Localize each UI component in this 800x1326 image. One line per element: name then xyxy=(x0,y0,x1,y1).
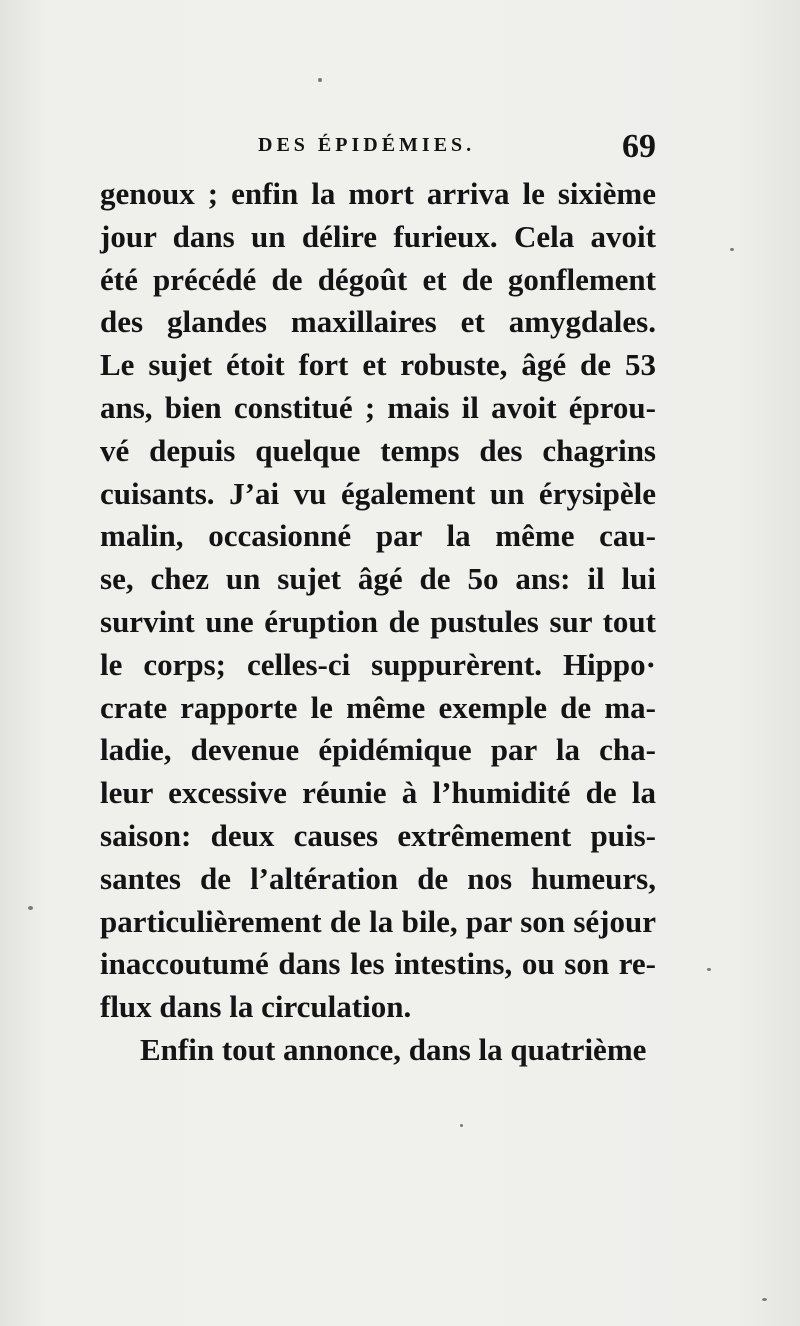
text-line: le corps; celles-ci suppurèrent. Hippo· xyxy=(100,646,656,682)
text-line: des glandes maxillaires et amygdales. xyxy=(100,304,656,340)
paper-speck xyxy=(460,1124,463,1127)
text-line: ans, bien constitué ; mais il avoit éprou- xyxy=(100,389,656,425)
text-line: se, chez un sujet âgé de 5o ans: il lui xyxy=(100,561,656,597)
text-line: particulièrement de la bile, par son séjour xyxy=(100,903,656,939)
text-line: ladie, devenue épidémique par la cha- xyxy=(100,732,656,768)
paper-speck xyxy=(707,968,711,971)
body-text xyxy=(100,173,656,1072)
paper-speck xyxy=(318,78,322,82)
paper-speck xyxy=(28,906,33,910)
text-line: santes de l’altération de nos humeurs, xyxy=(100,860,656,896)
running-head xyxy=(100,128,660,168)
text-line: malin, occasionné par la même cau- xyxy=(100,518,656,554)
running-title: DES ÉPIDÉMIES. xyxy=(258,134,476,156)
text-line: crate rapporte le même exemple de ma- xyxy=(100,689,656,725)
text-line: saison: deux causes extrêmement puis- xyxy=(100,817,656,853)
text-line: été précédé de dégoût et de gonflement xyxy=(100,261,656,297)
paragraph-first-line: Enfin tout annonce, dans la quatrième xyxy=(140,1031,647,1067)
page-number: 69 xyxy=(622,128,656,165)
text-line: leur excessive réunie à l’humidité de la xyxy=(100,775,656,811)
text-line: cuisants. J’ai vu également un érysipèle xyxy=(100,475,656,511)
paper-speck xyxy=(730,248,734,251)
text-line: flux dans la circulation. xyxy=(100,989,412,1025)
text-line: genoux ; enfin la mort arriva le sixième xyxy=(100,176,656,211)
text-line: survint une éruption de pustules sur tout xyxy=(100,603,656,639)
text-line: Le sujet étoit fort et robuste, âgé de 53 xyxy=(100,347,656,383)
text-line: vé depuis quelque temps des chagrins xyxy=(100,432,656,468)
text-line: inaccoutumé dans les intestins, ou son re- xyxy=(100,946,656,982)
paper-speck xyxy=(762,1298,767,1301)
text-line: jour dans un délire furieux. Cela avoit xyxy=(100,218,656,254)
